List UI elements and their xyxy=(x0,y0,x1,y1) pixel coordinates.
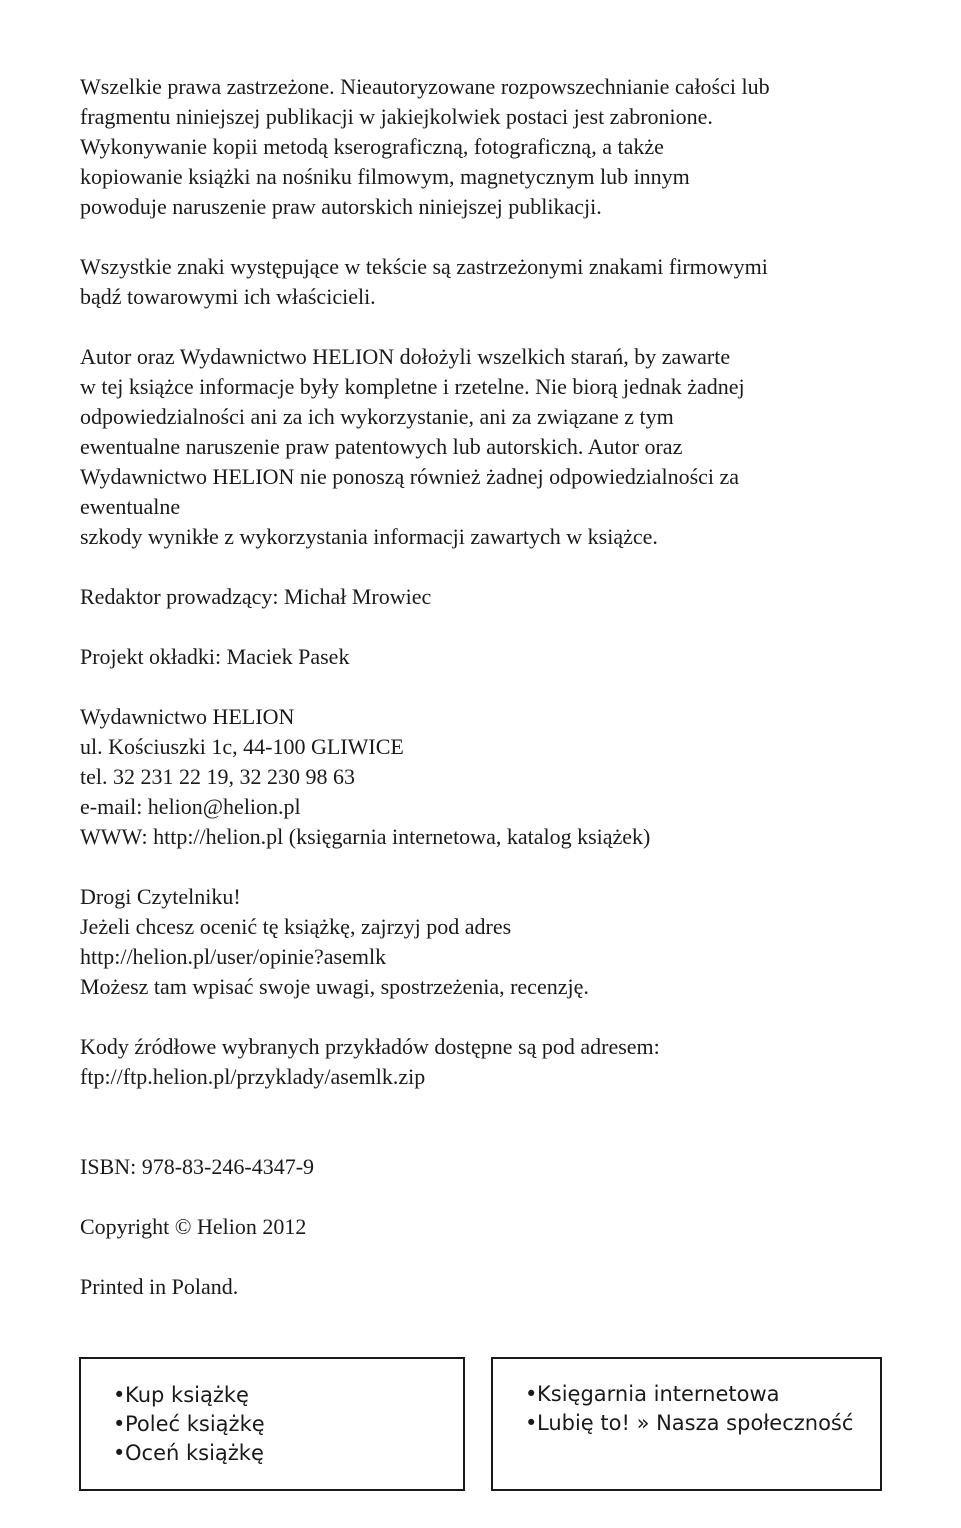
link-label: Księgarnia internetowa xyxy=(537,1382,780,1406)
community-link[interactable] xyxy=(525,1409,880,1438)
disclaimer-line: szkody wynikłe z wykorzystania informacji zawartych w książce. xyxy=(80,524,658,549)
link-label: Kup książkę xyxy=(125,1383,249,1407)
disclaimer-line: Wydawnictwo HELION nie ponoszą również żadnej odpowiedzialności za xyxy=(80,464,740,489)
recommend-book-link[interactable] xyxy=(113,1410,463,1439)
trademarks-line: bądź towarowymi ich właścicieli. xyxy=(80,284,376,309)
book-actions-list xyxy=(81,1359,463,1468)
bullet-icon: • xyxy=(113,1383,126,1407)
disclaimer-line: w tej książce informacje były kompletne i rzetelne. Nie biorą jednak żadnej xyxy=(80,374,745,399)
publisher-info xyxy=(80,702,890,852)
source-code-line: Kody źródłowe wybranych przykładów dostępne są pod adresem: xyxy=(80,1034,660,1059)
bullet-icon: • xyxy=(113,1441,126,1465)
disclaimer-line: odpowiedzialności ani za ich wykorzystanie, ani za związane z tym xyxy=(80,404,674,429)
reader-greeting: Drogi Czytelniku! xyxy=(80,884,241,909)
copyright-notice-line: powoduje naruszenie praw autorskich niniejszej publikacji. xyxy=(80,194,602,219)
disclaimer-line: ewentualne naruszenie praw patentowych lub autorskich. Autor oraz xyxy=(80,434,683,459)
copyright-notice-line: kopiowanie książki na nośniku filmowym, magnetycznym lub innym xyxy=(80,164,690,189)
bullet-icon: • xyxy=(113,1412,126,1436)
rate-book-link[interactable] xyxy=(113,1439,463,1468)
editor-credit xyxy=(80,582,890,612)
isbn xyxy=(80,1152,890,1182)
copyright-notice-line: Wykonywanie kopii metodą kserograficzną, fotograficzną, a także xyxy=(80,134,664,159)
link-label: Lubię to! » Nasza społeczność xyxy=(537,1411,854,1435)
copyright-notice xyxy=(80,72,890,222)
cover-credit xyxy=(80,642,890,672)
disclaimer xyxy=(80,342,890,552)
book-actions-box xyxy=(79,1357,465,1491)
reader-note xyxy=(80,882,890,1002)
disclaimer-line: Autor oraz Wydawnictwo HELION dołożyli wszelkich starań, by zawarte xyxy=(80,344,731,369)
reader-note-line: Jeżeli chcesz ocenić tę książkę, zajrzyj pod adres xyxy=(80,914,512,939)
bullet-icon: • xyxy=(525,1411,538,1435)
link-label: Oceń książkę xyxy=(125,1441,264,1465)
disclaimer-line: ewentualne xyxy=(80,494,181,519)
copyright-notice-line: Wszelkie prawa zastrzeżone. Nieautoryzowane rozpowszechnianie całości lub xyxy=(80,74,770,99)
publisher-phone: tel. 32 231 22 19, 32 230 98 63 xyxy=(80,764,355,789)
community-list xyxy=(493,1359,880,1438)
reader-note-line: Możesz tam wpisać swoje uwagi, spostrzeżenia, recenzję. xyxy=(80,974,589,999)
cover-design-line: Projekt okładki: Maciek Pasek xyxy=(80,644,350,669)
bullet-icon: • xyxy=(525,1382,538,1406)
online-bookstore-link[interactable] xyxy=(525,1380,880,1409)
editor-line: Redaktor prowadzący: Michał Mrowiec xyxy=(80,584,432,609)
copyright xyxy=(80,1212,890,1242)
reader-opinion-url: http://helion.pl/user/opinie?asemlk xyxy=(80,944,387,969)
publisher-name: Wydawnictwo HELION xyxy=(80,704,295,729)
publisher-website: WWW: http://helion.pl (księgarnia internetowa, katalog książek) xyxy=(80,824,651,849)
buy-book-link[interactable] xyxy=(113,1381,463,1410)
printed-in xyxy=(80,1272,890,1302)
trademarks-notice xyxy=(80,252,890,312)
copyright-notice-line: fragmentu niniejszej publikacji w jakiejkolwiek postaci jest zabronione. xyxy=(80,104,713,129)
source-code-info xyxy=(80,1032,890,1092)
link-boxes xyxy=(79,1357,882,1493)
imprint-page xyxy=(80,72,890,1302)
link-label: Poleć książkę xyxy=(125,1412,265,1436)
trademarks-line: Wszystkie znaki występujące w tekście są zastrzeżonymi znakami firmowymi xyxy=(80,254,768,279)
community-box xyxy=(491,1357,882,1491)
publisher-address: ul. Kościuszki 1c, 44-100 GLIWICE xyxy=(80,734,404,759)
copyright-line: Copyright © Helion 2012 xyxy=(80,1214,307,1239)
source-code-url: ftp://ftp.helion.pl/przyklady/asemlk.zip xyxy=(80,1064,426,1089)
publisher-email: e-mail: helion@helion.pl xyxy=(80,794,301,819)
printed-line: Printed in Poland. xyxy=(80,1274,239,1299)
isbn-line: ISBN: 978-83-246-4347-9 xyxy=(80,1154,315,1179)
